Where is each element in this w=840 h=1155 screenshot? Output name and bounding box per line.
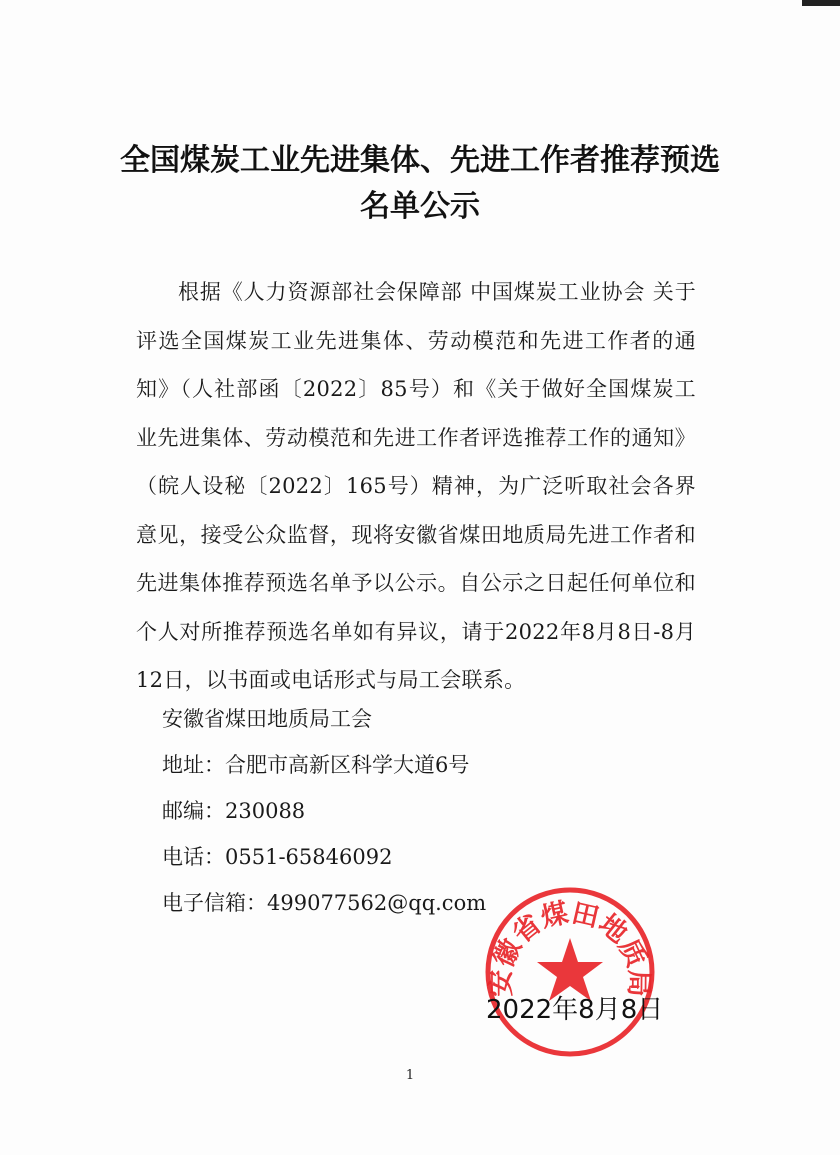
scan-corner-mark <box>802 0 840 6</box>
contact-address: 地址：合肥市高新区科学大道6号 <box>162 753 470 777</box>
contact-postcode: 邮编：230088 <box>162 799 306 823</box>
document-title: 全国煤炭工业先进集体、先进工作者推荐预选名单公示 <box>120 143 720 224</box>
contact-organization: 安徽省煤田地质局工会 <box>162 707 372 731</box>
page-number: 1 <box>405 1068 415 1083</box>
document-body: 根据《人力资源部社会保障部 中国煤炭工业协会 关于评选全国煤炭工业先进集体、劳动模范和先进工作者的通知》（人社部函〔2022〕85号）和《关于做好全国煤炭工业先进集体、劳动模范和先进工作者评选推荐工作的通知》（皖人设秘〔2022〕165号）精神，为广泛听取社会各界意见，接受公众监督，现将安徽省煤田地质局先进工作者和先进集体推荐预选名单予以公示。自公示之日起任何单位和个人对所推荐预选名单如有异议，请于2022年8月8日-8月12日，以书面或电话形式与局工会联系。 <box>136 280 696 692</box>
official-seal <box>484 886 656 1058</box>
seal-text: 安徽省煤田地质局 <box>485 897 655 997</box>
contact-phone: 电话：0551-65846092 <box>162 845 393 869</box>
contact-email: 电子信箱：499077562@qq.com <box>162 891 487 915</box>
document-date: 2022年8月8日 <box>486 995 664 1025</box>
